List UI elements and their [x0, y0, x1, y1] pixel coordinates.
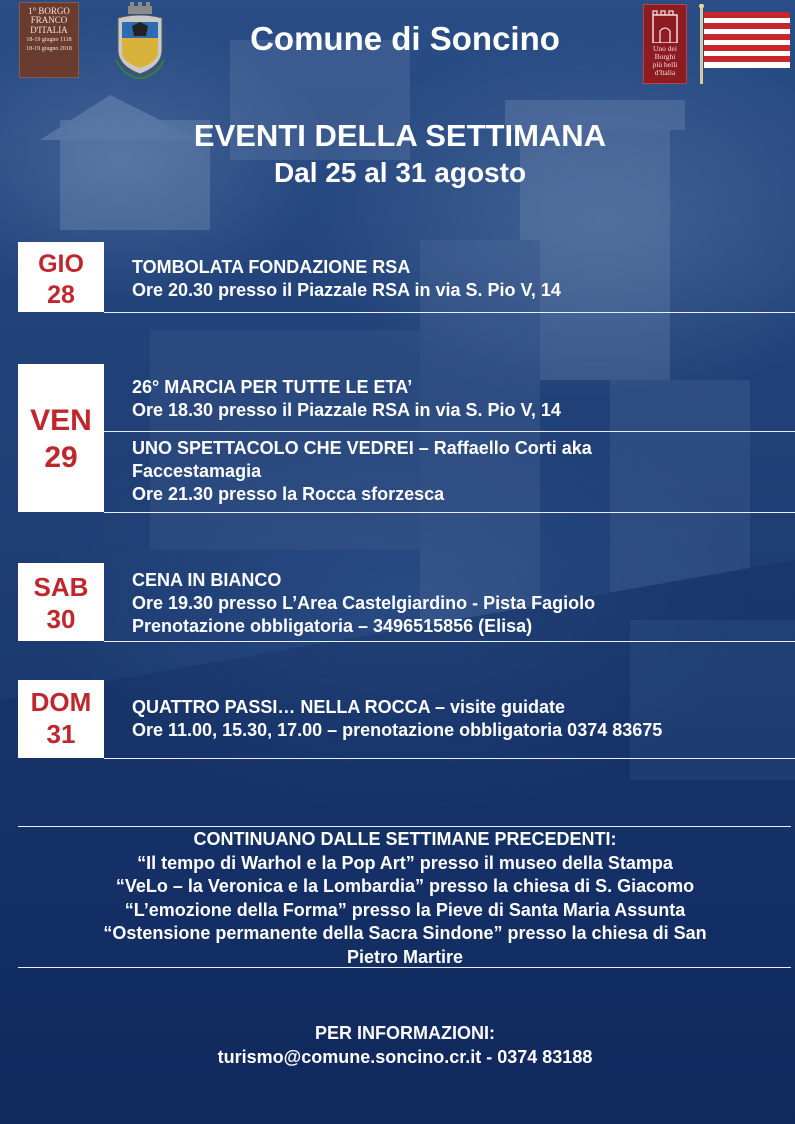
borgo-franco-logo: 1° BORGO FRANCO D'ITALIA 18-19 giugno 1118 18-19 giugno 2018 [19, 2, 79, 78]
divider [104, 312, 795, 313]
page-title: Comune di Soncino [250, 20, 560, 57]
divider [104, 512, 795, 513]
contact-info [0, 1021, 795, 1069]
info-contact: turismo@comune.soncino.cr.it - 0374 83188 [217, 1047, 593, 1067]
continuing-item: “Ostensione permanente della Sacra Sindone” presso la chiesa di San [103, 923, 707, 943]
continuing-item: “Il tempo di Warhol e la Pop Art” presso il museo della Stampa [137, 852, 673, 873]
event-cena-in-bianco: CENA IN BIANCO Ore 19.30 presso L’Area Castelgiardino - Pista Fagiolo Prenotazione obbligatoria – 3496515856 (Elisa) [132, 570, 596, 636]
continuing-events [0, 828, 795, 969]
event-marcia: 26° MARCIA PER TUTTE LE ETA’ Ore 18.30 presso il Piazzale RSA in via S. Pio V, 14 [132, 377, 561, 420]
event-quattro-passi: QUATTRO PASSI… NELLA ROCCA – visite guidate Ore 11.00, 15.30, 17.00 – prenotazione obbligatoria 0374 83675 [132, 697, 663, 740]
week-date-range: Dal 25 al 31 agosto [273, 157, 527, 188]
day-badge-gio-28: GIO 28 [18, 242, 104, 312]
day-badge-dom-31: DOM 31 [18, 680, 104, 758]
tower-icon [650, 9, 680, 43]
continuing-heading: CONTINUANO DALLE SETTIMANE PRECEDENTI: [193, 829, 617, 849]
event-spettacolo: UNO SPETTACOLO CHE VEDREI – Raffaello Corti aka Faccestamagia Ore 21.30 presso la Rocca sforzesca [132, 438, 592, 504]
continuing-item: Pietro Martire [346, 946, 464, 967]
day-badge-ven-29: VEN 29 [18, 364, 104, 512]
continuing-item: “VeLo – la Veronica e la Lombardia” presso la chiesa di S. Giacomo [115, 876, 695, 896]
divider [104, 431, 795, 432]
divider [104, 758, 795, 759]
info-heading: PER INFORMAZIONI: [315, 1023, 495, 1043]
section-divider [18, 967, 791, 968]
soncino-flag-icon [698, 4, 792, 84]
divider [104, 641, 795, 642]
event-tombolata: TOMBOLATA FONDAZIONE RSA Ore 20.30 presso il Piazzale RSA in via S. Pio V, 14 [132, 257, 561, 300]
continuing-item: “L’emozione della Forma” presso la Pieve di Santa Maria Assunta [124, 899, 686, 920]
day-badge-sab-30: SAB 30 [18, 563, 104, 641]
borghi-piu-belli-logo: Uno dei Borghi più belli d'Italia [643, 4, 687, 84]
week-title: EVENTI DELLA SETTIMANA [193, 118, 607, 153]
section-divider [18, 826, 791, 827]
